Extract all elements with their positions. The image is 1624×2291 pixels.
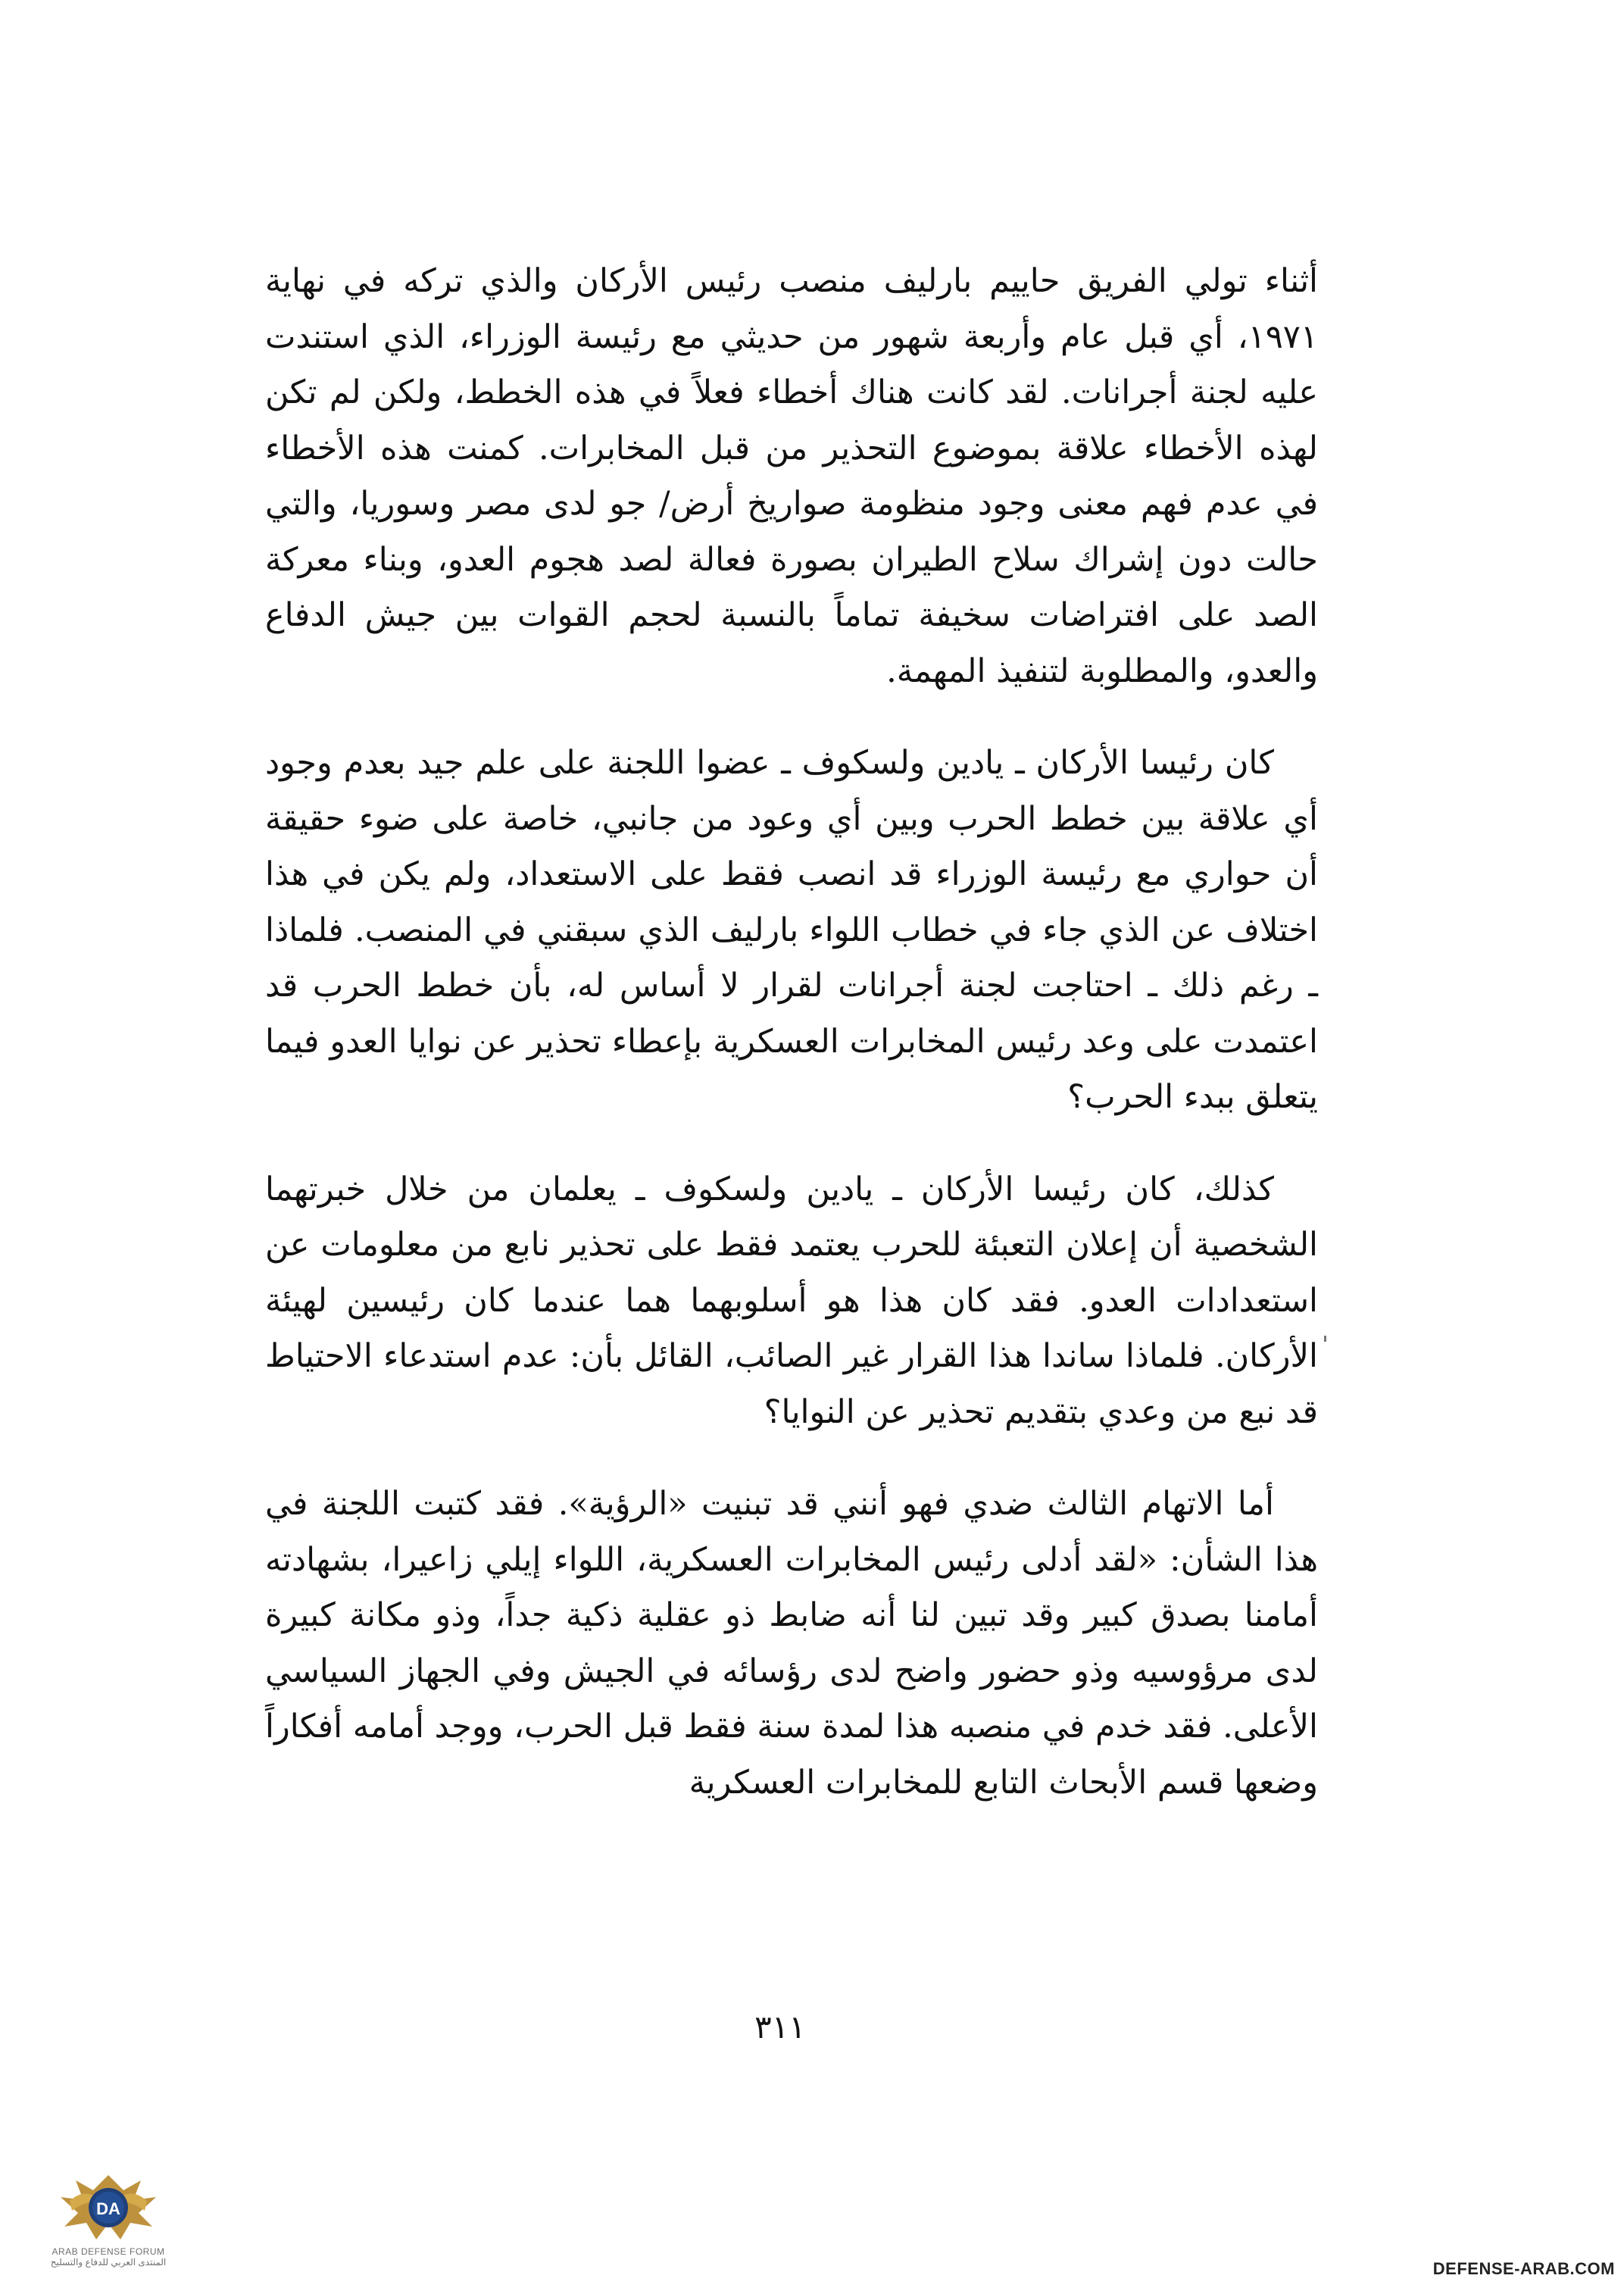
paragraph-1: أثناء تولي الفريق حاييم بارليف منصب رئيس الأركان والذي تركه في نهاية ١٩٧١، أي قبل عام وأربعة شهور من حديثي مع رئيسة الوزراء، الذي استندت عليه لجنة أجرانات. لقد كانت هناك أخطاء فعلاً في هذه الخطط، ولكن لم تكن لهذه الأخطاء علاقة بموضوع التحذير من قبل المخابرات. كمنت هذه الأخطاء في عدم فهم معنى وجود منظومة صواريخ أرض/ جو لدى مصر وسوريا، والتي حالت دون إشراك سلاح الطيران بصورة فعالة لصد هجوم العدو، وبناء معركة الصد على افتراضات سخيفة تماماً بالنسبة لحجم القوات بين جيش الدفاع والعدو، والمطلوبة لتنفيذ المهمة. bbox=[265, 262, 1318, 690]
paragraph-3: كذلك، كان رئيسا الأركان ـ يادين ولسكوف ـ يعلمان من خلال خبرتهما الشخصية أن إعلان التعبئة للحرب يعتمد فقط على تحذير نابع من معلومات عن استعدادات العدو. فقد كان هذا هو أسلوبهما هما عندما كان رئيسين لهيئة الأركان. فلماذا ساندا هذا القرار غير الصائب، القائل بأن: عدم استدعاء الاحتياط قد نبع من وعدي بتقديم تحذير عن النوايا؟ bbox=[265, 1170, 1318, 1431]
site-watermark: DEFENSE-ARAB.COM bbox=[1432, 2259, 1615, 2278]
forum-arabic-name: المنتدى العربي للدفاع والتسليح bbox=[50, 2257, 167, 2268]
main-text bbox=[265, 254, 1318, 1811]
emblem-label: DA bbox=[96, 2199, 120, 2218]
forum-watermark bbox=[14, 2167, 203, 2280]
forum-emblem-icon bbox=[44, 2167, 173, 2246]
forum-name: ARAB DEFENSE FORUM bbox=[52, 2246, 165, 2257]
page-number: ٣١١ bbox=[754, 2008, 806, 2046]
paragraph-2: كان رئيسا الأركان ـ يادين ولسكوف ـ عضوا اللجنة على علم جيد بعدم وجود أي علاقة بين خطط الحرب وبين أي وعود من جانبي، خاصة على ضوء حقيقة أن حواري مع رئيسة الوزراء قد انصب فقط على الاستعداد، ولم يكن في هذا اختلاف عن الذي جاء في خطاب اللواء بارليف الذي سبقني في المنصب. فلماذا ـ رغم ذلك ـ احتاجت لجنة أجرانات لقرار لا أساس له، بأن خطط الحرب قد اعتمدت على وعد رئيس المخابرات العسكرية بإعطاء تحذير عن نوايا العدو فيما يتعلق ببدء الحرب؟ bbox=[265, 744, 1318, 1116]
margin-mark bbox=[1324, 1336, 1326, 1342]
paragraph-4: أما الاتهام الثالث ضدي فهو أنني قد تبنيت «الرؤية». فقد كتبت اللجنة في هذا الشأن: «لقد أدلى رئيس المخابرات العسكرية، اللواء إيلي زاعيرا، بشهادته أمامنا بصدق كبير وقد تبين لنا أنه ضابط ذو عقلية ذكية جداً، وذو مكانة كبيرة لدى مرؤوسيه وذو حضور واضح لدى رؤسائه في الجيش وفي الجهاز السياسي الأعلى. فقد خدم في منصبه هذا لمدة سنة فقط قبل الحرب، ووجد أمامه أفكاراً وضعها قسم الأبحاث التابع للمخابرات العسكرية bbox=[265, 1485, 1318, 1802]
